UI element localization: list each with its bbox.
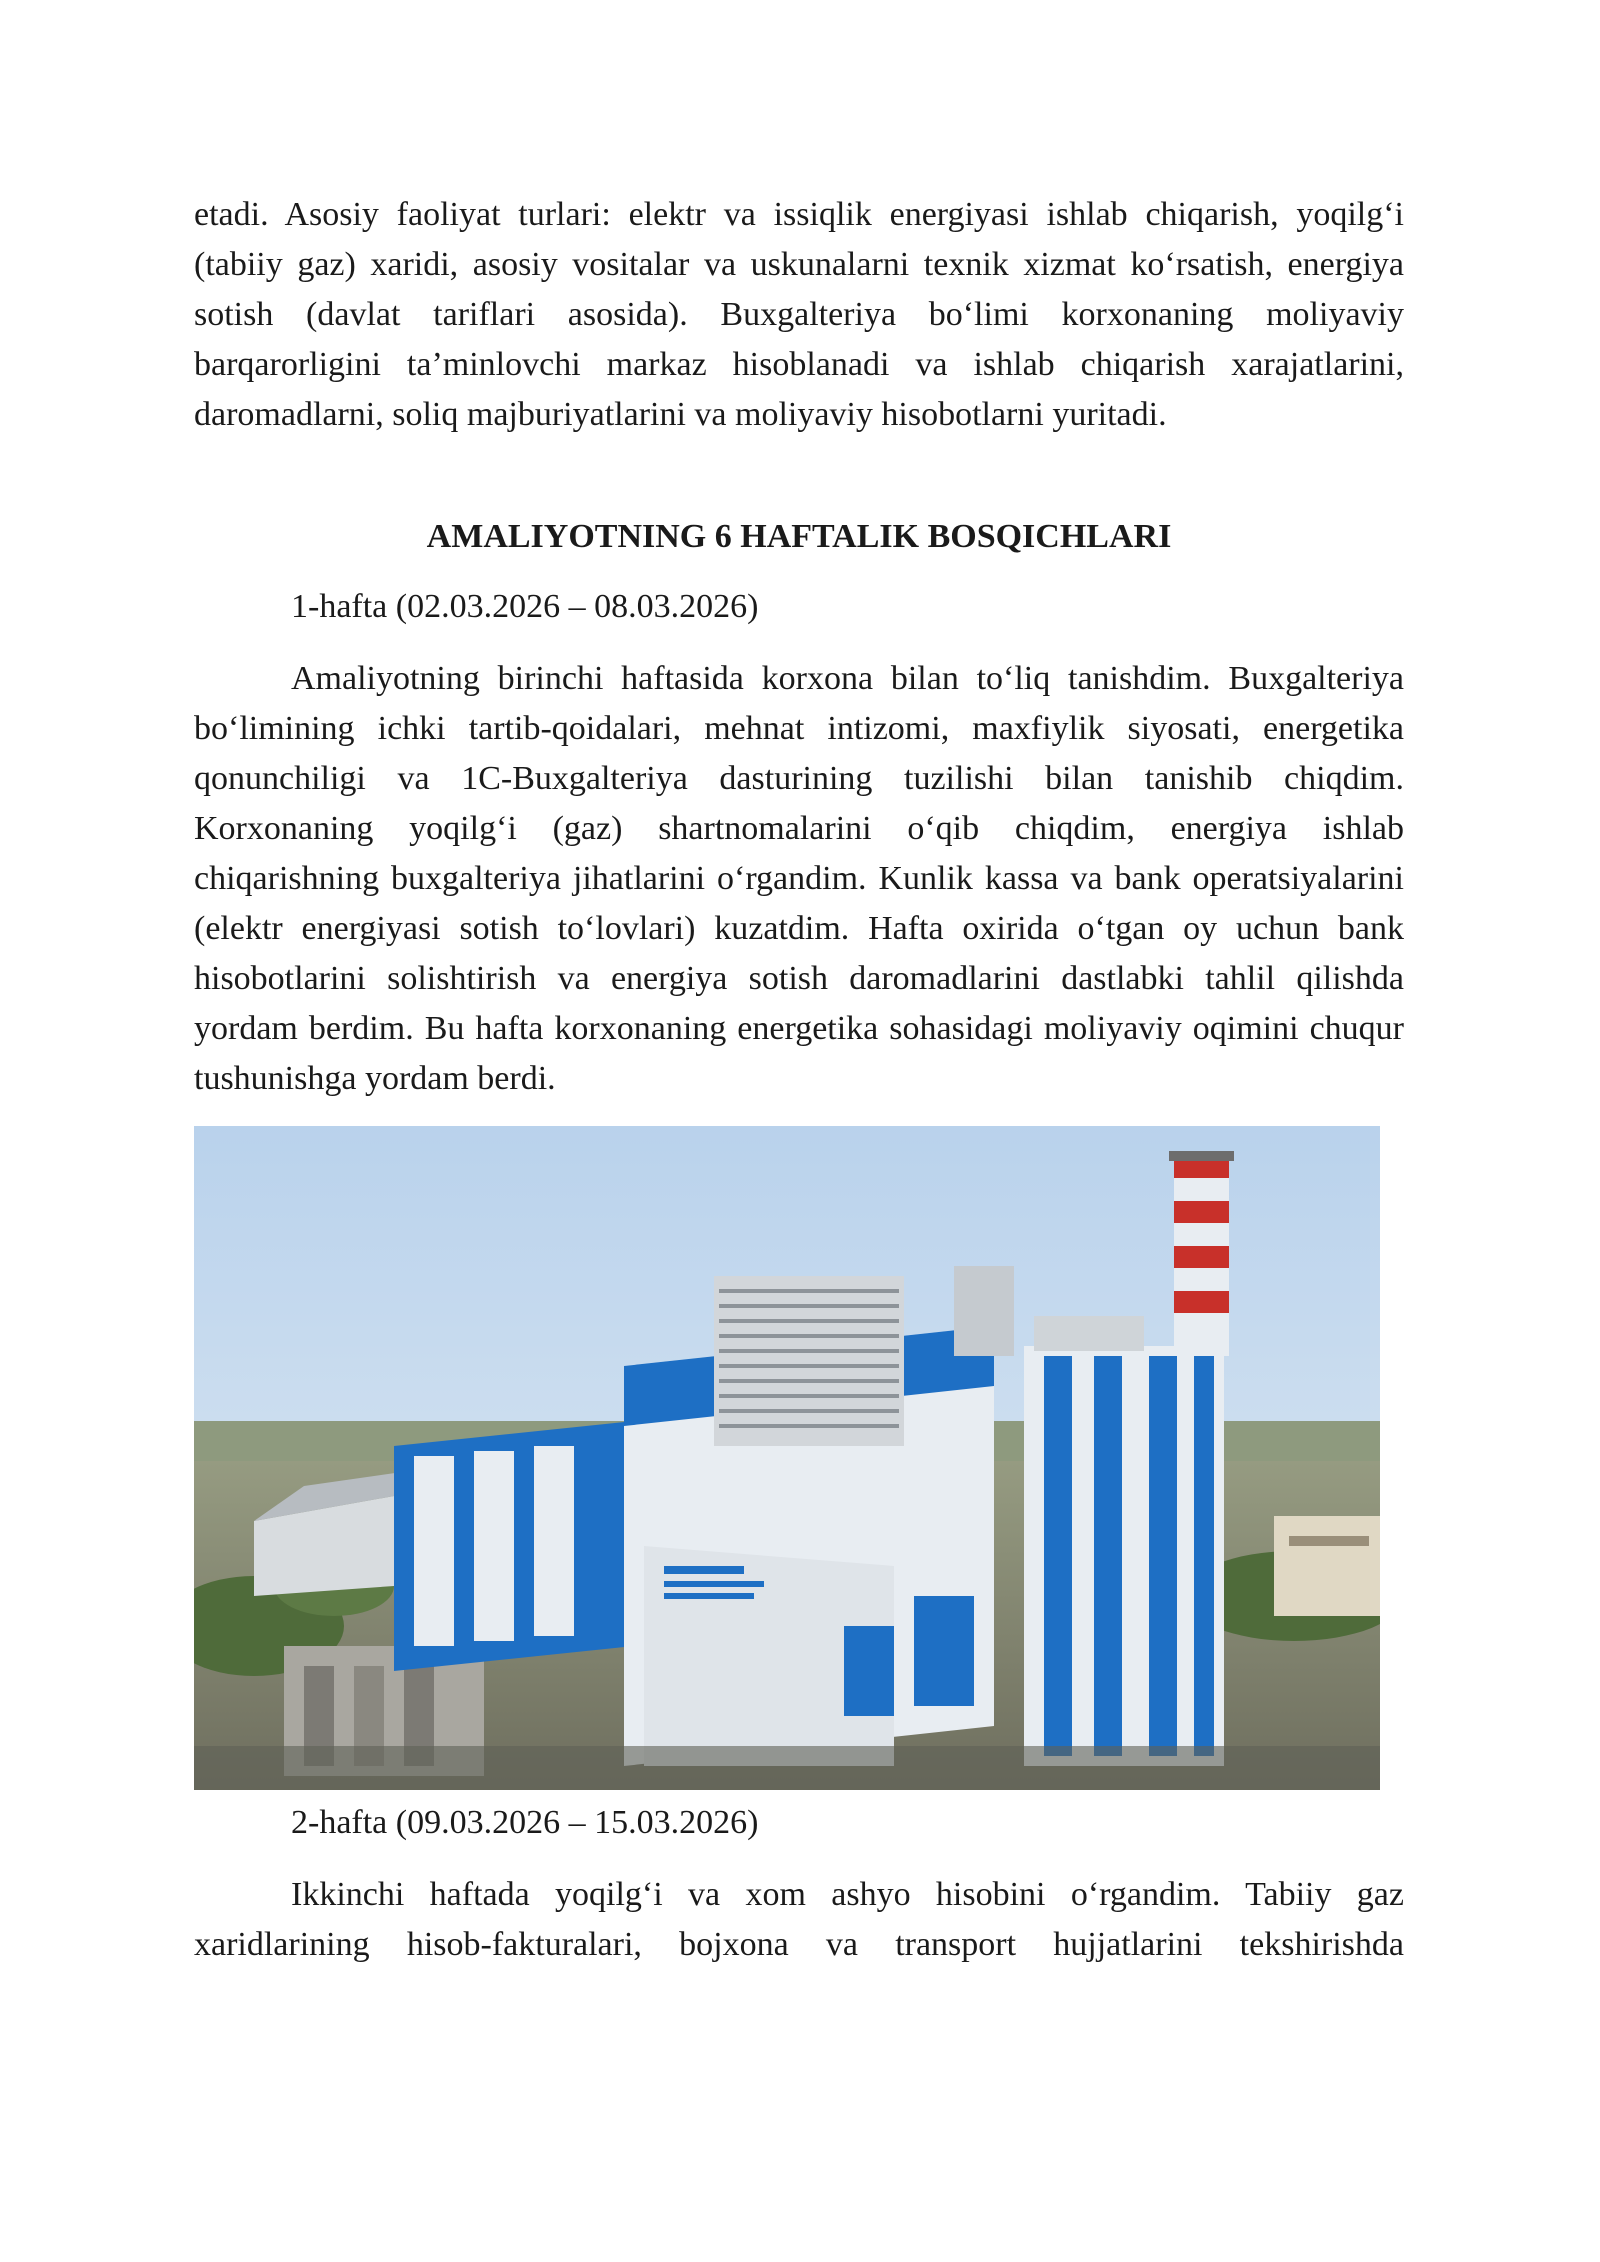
- week1-title: 1-hafta (02.03.2026 – 08.03.2026): [291, 588, 759, 625]
- week2-paragraph: Ikkinchi haftada yoqilg‘i va xom ashyo hisobini o‘rgandim. Tabiiy gaz xaridlarining hisob-fakturalari, bojxona va transport hujjatlarini tekshirishda: [194, 1876, 1404, 1963]
- intro-paragraph: etadi. Asosiy faoliyat turlari: elektr va issiqlik energiyasi ishlab chiqarish, yoqilg‘i (tabiiy gaz) xaridi, asosiy vositalar va uskunalarni texnik xizmat ko‘rsatish, energiya sotish (davlat tariflari asosida). Buxgalteriya bo‘limi korxonaning moliyaviy barqarorligini ta’minlovchi markaz hisoblanadi va ishlab chiqarish xarajatlarini, daromadlarni, soliq majburiyatlarini va moliyaviy hisobotlarni yuritadi.: [194, 196, 1404, 433]
- week2-title: 2-hafta (09.03.2026 – 15.03.2026): [291, 1804, 759, 1841]
- week1-paragraph: Amaliyotning birinchi haftasida korxona bilan to‘liq tanishdim. Buxgalteriya bo‘limining ichki tartib-qoidalari, mehnat intizomi, maxfiylik siyosati, energetika qonunchiligi va 1C-Buxgalteriya dasturining tuzilishi bilan tanishib chiqdim. Korxonaning yoqilg‘i (gaz) shartnomalarini o‘qib chiqdim, energiya ishlab chiqarishning buxgalteriya jihatlarini o‘rgandim. Kunlik kassa va bank operatsiyalarini (elektr energiyasi sotish to‘lovlari) kuzatdim. Hafta oxirida o‘tgan oy uchun bank hisobotlarini solishtirish va energiya sotish daromadlarini dastlabki tahlil qilishda yordam berdim. Bu hafta korxonaning energetika sohasidagi moliyaviy oqimini chuqur tushunishga yordam berdi.: [194, 660, 1404, 1097]
- section-heading: AMALIYOTNING 6 HAFTALIK BOSQICHLARI: [426, 518, 1172, 555]
- document-page: [194, 190, 1404, 1970]
- power-plant-photo: [194, 1126, 1380, 1790]
